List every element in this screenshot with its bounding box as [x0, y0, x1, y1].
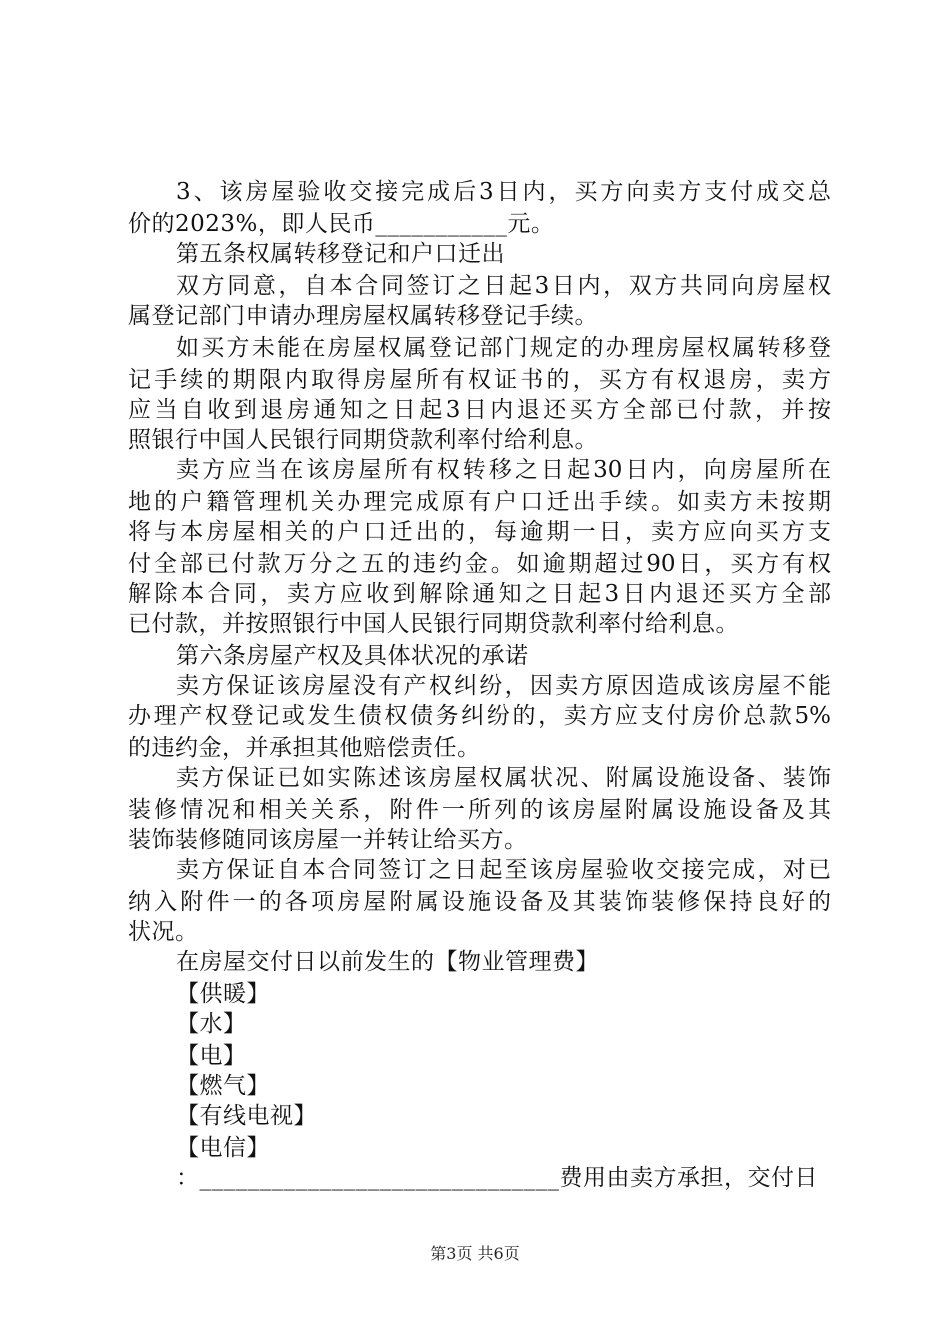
- paragraph-line: 将与本房屋相关的户口迁出的，每逾期一日，卖方应向买方支: [128, 519, 831, 545]
- paragraph-line: 装饰装修随同该房屋一并转让给买方。: [128, 827, 528, 853]
- paragraph-line: 纳入附件一的各项房屋附属设施设备及其装饰装修保持良好的: [128, 889, 831, 915]
- paragraph-line: 解除本合同，卖方应收到解除通知之日起3日内退还买方全部: [128, 581, 831, 607]
- paragraph-line: 在房屋交付日以前发生的【物业管理费】: [176, 949, 599, 975]
- paragraph-line: 卖方保证已如实陈述该房屋权属状况、附属设施设备、装饰: [176, 765, 831, 791]
- paragraph-line: 卖方应当在该房屋所有权转移之日起30日内，向房屋所在: [176, 457, 831, 483]
- paragraph-line: 应当自收到退房通知之日起3日内退还买方全部已付款，并按: [128, 397, 831, 423]
- paragraph-line: 价的2023%，即人民币___________元。: [128, 211, 555, 237]
- fee-item: 【水】: [176, 1011, 247, 1037]
- paragraph-line: 卖方保证自本合同签订之日起至该房屋验收交接完成，对已: [176, 857, 831, 883]
- paragraph-line: 属登记部门申请办理房屋权属转移登记手续。: [128, 303, 598, 329]
- paragraph-line: 状况。: [128, 919, 199, 945]
- section-heading: 第五条权属转移登记和户口迁出: [176, 241, 505, 267]
- fee-item: 【电信】: [176, 1135, 270, 1161]
- fee-item: 【电】: [176, 1043, 247, 1069]
- paragraph-line: 3、该房屋验收交接完成后3日内，买方向卖方支付成交总: [176, 179, 831, 205]
- paragraph-line: 地的户籍管理机关办理完成原有户口迁出手续。如卖方未按期: [128, 489, 831, 515]
- paragraph-line: 办理产权登记或发生债权债务纠纷的，卖方应支付房价总款5%: [128, 703, 831, 729]
- paragraph-line: 卖方保证该房屋没有产权纠纷，因卖方原因造成该房屋不能: [176, 673, 831, 699]
- page-number-footer: 第3页 共6页: [430, 1244, 520, 1263]
- paragraph-line: ：______________________________费用由卖方承担，交付日: [176, 1165, 818, 1191]
- fee-item: 【有线电视】: [176, 1103, 317, 1129]
- paragraph-line: 照银行中国人民银行同期贷款利率付给利息。: [128, 427, 598, 453]
- paragraph-line: 装修情况和相关关系，附件一所列的该房屋附属设施设备及其: [128, 797, 831, 823]
- paragraph-line: 记手续的期限内取得房屋所有权证书的，买方有权退房，卖方: [128, 367, 831, 393]
- paragraph-line: 付全部已付款万分之五的违约金。如逾期超过90日，买方有权: [128, 551, 831, 577]
- paragraph-line: 的违约金，并承担其他赔偿责任。: [128, 735, 481, 761]
- paragraph-line: 双方同意，自本合同签订之日起3日内，双方共同向房屋权: [176, 273, 831, 299]
- section-heading: 第六条房屋产权及具体状况的承诺: [176, 643, 529, 669]
- fee-item: 【供暖】: [176, 981, 270, 1007]
- fee-item: 【燃气】: [176, 1073, 270, 1099]
- paragraph-line: 已付款，并按照银行中国人民银行同期贷款利率付给利息。: [128, 611, 739, 637]
- paragraph-line: 如买方未能在房屋权属登记部门规定的办理房屋权属转移登: [176, 335, 831, 361]
